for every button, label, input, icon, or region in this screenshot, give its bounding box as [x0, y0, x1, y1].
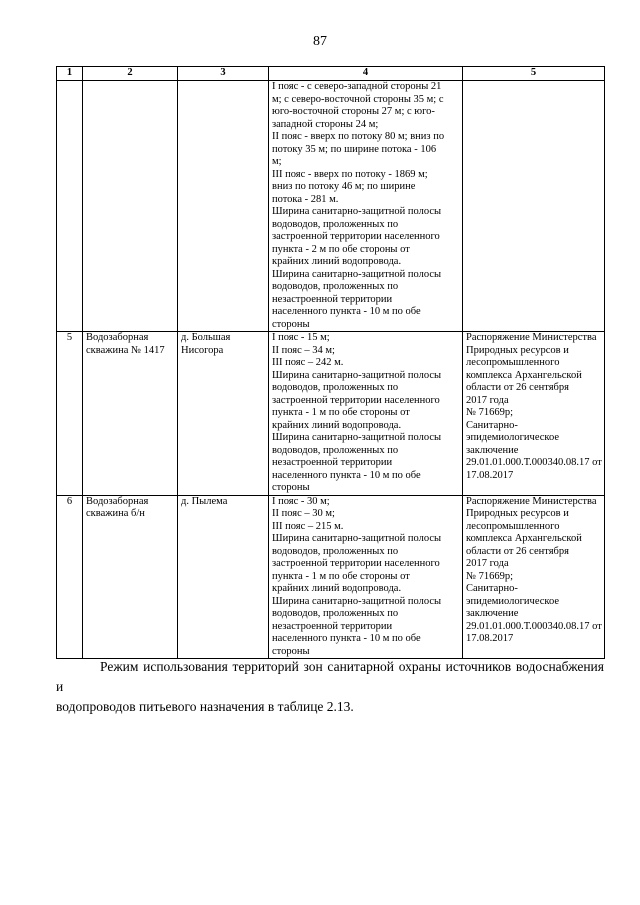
- cell-zones-line: незастроенной территории: [272, 293, 393, 305]
- cell-zones-line: потока - 281 м.: [272, 193, 339, 205]
- cell-document-line: 2017 года: [466, 394, 509, 406]
- cell-zones-line: вниз по потоку 46 м; по ширине: [272, 181, 416, 192]
- cell-zones-line: застроенной территории населенного: [272, 231, 440, 242]
- cell-location: [178, 81, 269, 332]
- cell-object-line: скважина б/н: [86, 508, 145, 519]
- cell-location-line: д. Пылема: [181, 495, 228, 507]
- cell-zones-line: Ширина санитарно-защитной полосы: [272, 432, 442, 443]
- cell-number: 5: [57, 332, 83, 496]
- header-col-4: 4: [269, 67, 463, 81]
- cell-zones-line: II пояс – 30 м;: [272, 508, 335, 519]
- cell-document-line: 29.01.01.000.Т.000340.08.17 от: [466, 620, 602, 632]
- cell-location-line: д. Большая: [181, 332, 231, 343]
- cell-zones-line: II пояс – 34 м;: [272, 344, 335, 356]
- table-header-row: [57, 67, 605, 81]
- cell-object-line: скважина № 1417: [86, 344, 165, 356]
- cell-object: [83, 81, 178, 332]
- header-col-5: 5: [463, 67, 605, 81]
- cell-zones-line: застроенной территории населенного: [272, 394, 440, 406]
- cell-document-line: Санитарно-: [466, 419, 518, 431]
- footer-line-1: Режим использования территорий зон санитарной охраны источников водоснабжения и: [56, 659, 604, 694]
- cell-zones-line: незастроенной территории: [272, 620, 393, 632]
- cell-zones-line: Ширина санитарно-защитной полосы: [272, 369, 442, 381]
- cell-document-line: Природных ресурсов и: [466, 344, 569, 356]
- cell-document-line: 17.08.2017: [466, 633, 514, 644]
- table-row: [57, 332, 605, 496]
- cell-object-line: Водозаборная: [86, 495, 149, 507]
- cell-number: [57, 81, 83, 332]
- cell-location-line: Нисогора: [181, 344, 224, 356]
- cell-zones-line: пункта - 1 м по обе стороны от: [272, 570, 410, 582]
- cell-zones-line: населенного пункта - 10 м по обе: [272, 469, 421, 481]
- cell-location: [178, 332, 269, 496]
- cell-zones-line: III пояс - вверх по потоку - 1869 м;: [272, 168, 428, 180]
- cell-document-line: Распоряжение Министерства: [466, 495, 597, 507]
- cell-zones-line: крайних линий водопровода.: [272, 256, 402, 267]
- cell-zones-line: пункта - 1 м по обе стороны от: [272, 407, 410, 418]
- cell-zones-line: I пояс - 15 м;: [272, 332, 330, 343]
- cell-zones-line: крайних линий водопровода.: [272, 583, 402, 594]
- cell-zones-line: Ширина санитарно-защитной полосы: [272, 268, 442, 280]
- cell-zones-line: водоводов, проложенных по: [272, 545, 399, 557]
- cell-zones-line: застроенной территории населенного: [272, 558, 440, 569]
- cell-document: [463, 332, 605, 496]
- cell-document: [463, 495, 605, 659]
- cell-document-line: эпидемиологическое: [466, 432, 560, 443]
- table-row: [57, 81, 605, 332]
- header-col-3: 3: [178, 67, 269, 81]
- cell-document-line: 2017 года: [466, 558, 509, 569]
- cell-zones-line: юго-восточной стороны 27 м; с юго-: [272, 106, 435, 117]
- cell-document-line: эпидемиологическое: [466, 595, 560, 607]
- cell-zones-line: I пояс - с северо-западной стороны 21: [272, 81, 442, 92]
- cell-zones-line: III пояс – 242 м.: [272, 357, 344, 368]
- footer-line-2: водопроводов питьевого назначения в таблице 2.13.: [56, 699, 354, 714]
- header-col-1: 1: [57, 67, 83, 81]
- cell-zones-line: Ширина санитарно-защитной полосы: [272, 206, 442, 217]
- table-row: [57, 495, 605, 659]
- cell-zones-line: III пояс – 215 м.: [272, 520, 344, 532]
- sanitary-zones-table: [56, 66, 605, 659]
- cell-document-line: заключение: [466, 608, 519, 619]
- cell-zones-line: I пояс - 30 м;: [272, 495, 330, 507]
- cell-document-line: комплекса Архангельской: [466, 369, 582, 381]
- header-col-2: 2: [83, 67, 178, 81]
- cell-document-line: лесопромышленного: [466, 357, 560, 368]
- cell-document-line: 17.08.2017: [466, 469, 514, 481]
- cell-document-line: области от 26 сентября: [466, 545, 569, 557]
- footer-paragraph: [56, 657, 604, 717]
- cell-object: [83, 332, 178, 496]
- cell-zones-line: II пояс - вверх по потоку 80 м; вниз по: [272, 131, 445, 142]
- cell-zones-line: водоводов, проложенных по: [272, 218, 399, 230]
- cell-zones-line: населенного пункта - 10 м по обе: [272, 633, 421, 644]
- cell-document-line: лесопромышленного: [466, 520, 560, 532]
- cell-document: [463, 81, 605, 332]
- cell-zones-line: м; с северо-восточной стороны 35 м; с: [272, 93, 444, 105]
- cell-zones-line: незастроенной территории: [272, 457, 393, 468]
- cell-document-line: заключение: [466, 444, 519, 456]
- table-body: [57, 81, 605, 659]
- cell-document-line: № 71669р;: [466, 570, 514, 582]
- cell-zones-line: водоводов, проложенных по: [272, 281, 399, 292]
- cell-zones-line: Ширина санитарно-защитной полосы: [272, 533, 442, 544]
- cell-zones-line: крайних линий водопровода.: [272, 419, 402, 431]
- cell-location: [178, 495, 269, 659]
- cell-document-line: № 71669р;: [466, 407, 514, 418]
- cell-document-line: 29.01.01.000.Т.000340.08.17 от: [466, 457, 602, 468]
- cell-document-line: области от 26 сентября: [466, 382, 569, 393]
- cell-zones-line: водоводов, проложенных по: [272, 608, 399, 619]
- cell-zones-line: населенного пункта - 10 м по обе: [272, 306, 421, 317]
- cell-object: [83, 495, 178, 659]
- cell-zones-line: Ширина санитарно-защитной полосы: [272, 595, 442, 607]
- cell-document-line: Санитарно-: [466, 583, 518, 594]
- cell-document-line: Природных ресурсов и: [466, 508, 569, 519]
- cell-zones-line: стороны: [272, 482, 310, 493]
- cell-zones-line: стороны: [272, 645, 310, 657]
- cell-object-line: Водозаборная: [86, 332, 149, 343]
- page-number: 87: [313, 34, 327, 49]
- cell-zones-line: водоводов, проложенных по: [272, 444, 399, 456]
- cell-zones-line: пункта - 2 м по обе стороны от: [272, 243, 410, 255]
- cell-zones-line: стороны: [272, 318, 310, 330]
- cell-zones-line: потоку 35 м; по ширине потока - 106: [272, 143, 437, 155]
- cell-number: 6: [57, 495, 83, 659]
- cell-document-line: Распоряжение Министерства: [466, 332, 597, 343]
- cell-zones: [269, 332, 463, 496]
- cell-zones: [269, 495, 463, 659]
- cell-zones: [269, 81, 463, 332]
- cell-zones-line: м;: [272, 156, 282, 167]
- cell-document-line: комплекса Архангельской: [466, 533, 582, 544]
- cell-zones-line: западной стороны 24 м;: [272, 118, 379, 130]
- cell-zones-line: водоводов, проложенных по: [272, 382, 399, 393]
